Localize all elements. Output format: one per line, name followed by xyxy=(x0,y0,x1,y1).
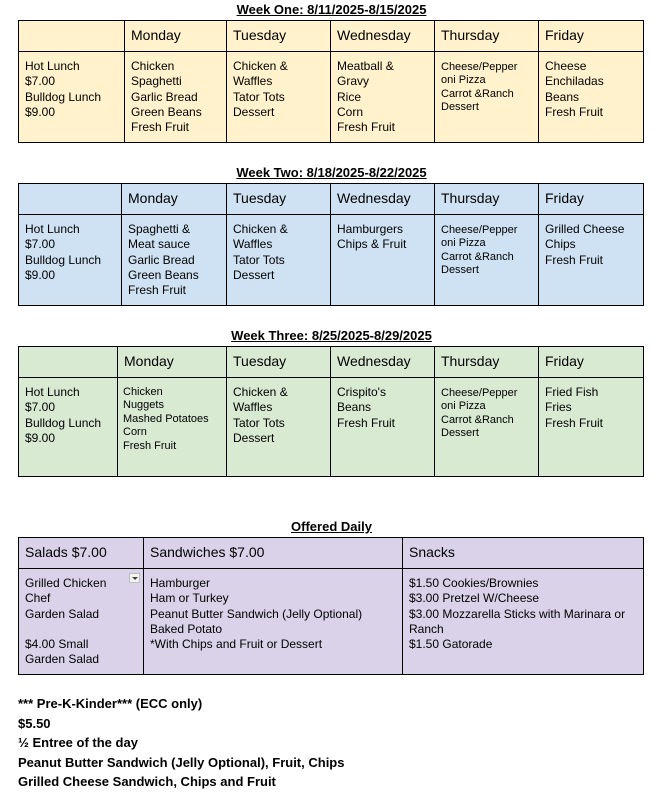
price-cell[interactable]: Hot Lunch $7.00 Bulldog Lunch $9.00 xyxy=(19,215,122,306)
week-one-header-row xyxy=(19,21,644,52)
friday-cell[interactable]: Cheese Enchiladas Beans Fresh Fruit xyxy=(539,52,644,143)
week-three-header-row xyxy=(19,347,644,378)
header-salads[interactable]: Salads $7.00 xyxy=(19,538,144,569)
header-sandwiches[interactable]: Sandwiches $7.00 xyxy=(144,538,403,569)
thursday-cell[interactable]: Cheese/Pepper oni Pizza Carrot &Ranch Dessert xyxy=(435,378,539,477)
offered-daily-header-row xyxy=(19,538,644,569)
header-wednesday[interactable]: Wednesday xyxy=(331,347,435,378)
prek-price: $5.50 xyxy=(18,715,51,731)
tuesday-cell[interactable]: Chicken & Waffles Tator Tots Dessert xyxy=(227,215,331,306)
header-tuesday[interactable]: Tuesday xyxy=(227,184,331,215)
prek-section xyxy=(18,694,344,792)
friday-cell[interactable]: Grilled Cheese Chips Fresh Fruit xyxy=(539,215,644,306)
friday-cell[interactable]: Fried Fish Fries Fresh Fruit xyxy=(539,378,644,477)
wednesday-cell[interactable]: Hamburgers Chips & Fruit xyxy=(331,215,435,306)
header-cell[interactable] xyxy=(19,184,122,215)
week-two-table xyxy=(18,183,644,306)
price-cell[interactable]: Hot Lunch $7.00 Bulldog Lunch $9.00 xyxy=(19,378,118,477)
header-thursday[interactable]: Thursday xyxy=(435,347,539,378)
thursday-cell[interactable]: Cheese/Pepper oni Pizza Carrot &Ranch Dessert xyxy=(435,52,539,143)
prek-item: Grilled Cheese Sandwich, Chips and Fruit xyxy=(18,774,276,789)
header-monday[interactable]: Monday xyxy=(118,347,227,378)
header-monday[interactable]: Monday xyxy=(125,21,227,52)
offered-daily-row xyxy=(19,569,644,675)
header-friday[interactable]: Friday xyxy=(539,347,644,378)
week-two-menu-row xyxy=(19,215,644,306)
header-tuesday[interactable]: Tuesday xyxy=(227,21,331,52)
prek-item: Peanut Butter Sandwich (Jelly Optional), Fruit, Chips xyxy=(18,754,345,770)
wednesday-cell[interactable]: Crispito's Beans Fresh Fruit xyxy=(331,378,435,477)
week-one-table xyxy=(18,20,644,143)
monday-cell[interactable]: Spaghetti & Meat sauce Garlic Bread Green Beans Fresh Fruit xyxy=(122,215,227,306)
week-one-menu-row xyxy=(19,52,644,143)
header-tuesday[interactable]: Tuesday xyxy=(227,347,331,378)
prek-item: ½ Entree of the day xyxy=(18,735,138,750)
sandwiches-cell[interactable]: Hamburger Ham or Turkey Peanut Butter Sandwich (Jelly Optional) Baked Potato *With Chips and Fruit or Dessert xyxy=(144,569,403,675)
monday-cell[interactable]: Chicken Spaghetti Garlic Bread Green Beans Fresh Fruit xyxy=(125,52,227,143)
header-cell[interactable] xyxy=(19,347,118,378)
header-snacks[interactable]: Snacks xyxy=(403,538,644,569)
header-wednesday[interactable]: Wednesday xyxy=(331,21,435,52)
header-cell[interactable] xyxy=(19,21,125,52)
monday-cell[interactable]: Chicken Nuggets Mashed Potatoes Corn Fresh Fruit xyxy=(118,378,227,477)
thursday-cell[interactable]: Cheese/Pepper oni Pizza Carrot &Ranch Dessert xyxy=(435,215,539,306)
header-wednesday[interactable]: Wednesday xyxy=(331,184,435,215)
dropdown-chevron-icon[interactable] xyxy=(129,573,140,583)
header-monday[interactable]: Monday xyxy=(122,184,227,215)
week-one-title: Week One: 8/11/2025-8/15/2025 xyxy=(236,2,427,17)
header-thursday[interactable]: Thursday xyxy=(435,184,539,215)
price-cell[interactable]: Hot Lunch $7.00 Bulldog Lunch $9.00 xyxy=(19,52,125,143)
week-two-title: Week Two: 8/18/2025-8/22/2025 xyxy=(236,165,427,180)
week-three-menu-row xyxy=(19,378,644,477)
snacks-cell[interactable]: $1.50 Cookies/Brownies $3.00 Pretzel W/Cheese $3.00 Mozzarella Sticks with Marinara or Ranch $1.50 Gatorade xyxy=(403,569,644,675)
offered-daily-title: Offered Daily xyxy=(291,519,372,534)
offered-daily-table xyxy=(18,537,644,675)
header-friday[interactable]: Friday xyxy=(539,21,644,52)
week-three-table xyxy=(18,346,644,477)
week-two-header-row xyxy=(19,184,644,215)
week-three-title: Week Three: 8/25/2025-8/29/2025 xyxy=(231,328,432,343)
prek-heading: *** Pre-K-Kinder*** (ECC only) xyxy=(18,696,203,711)
salads-cell[interactable]: Grilled Chicken Chef Garden Salad $4.00 Small Garden Salad xyxy=(19,569,144,675)
tuesday-cell[interactable]: Chicken & Waffles Tator Tots Dessert xyxy=(227,52,331,143)
wednesday-cell[interactable]: Meatball & Gravy Rice Corn Fresh Fruit xyxy=(331,52,435,143)
header-friday[interactable]: Friday xyxy=(539,184,644,215)
tuesday-cell[interactable]: Chicken & Waffles Tator Tots Dessert xyxy=(227,378,331,477)
header-thursday[interactable]: Thursday xyxy=(435,21,539,52)
